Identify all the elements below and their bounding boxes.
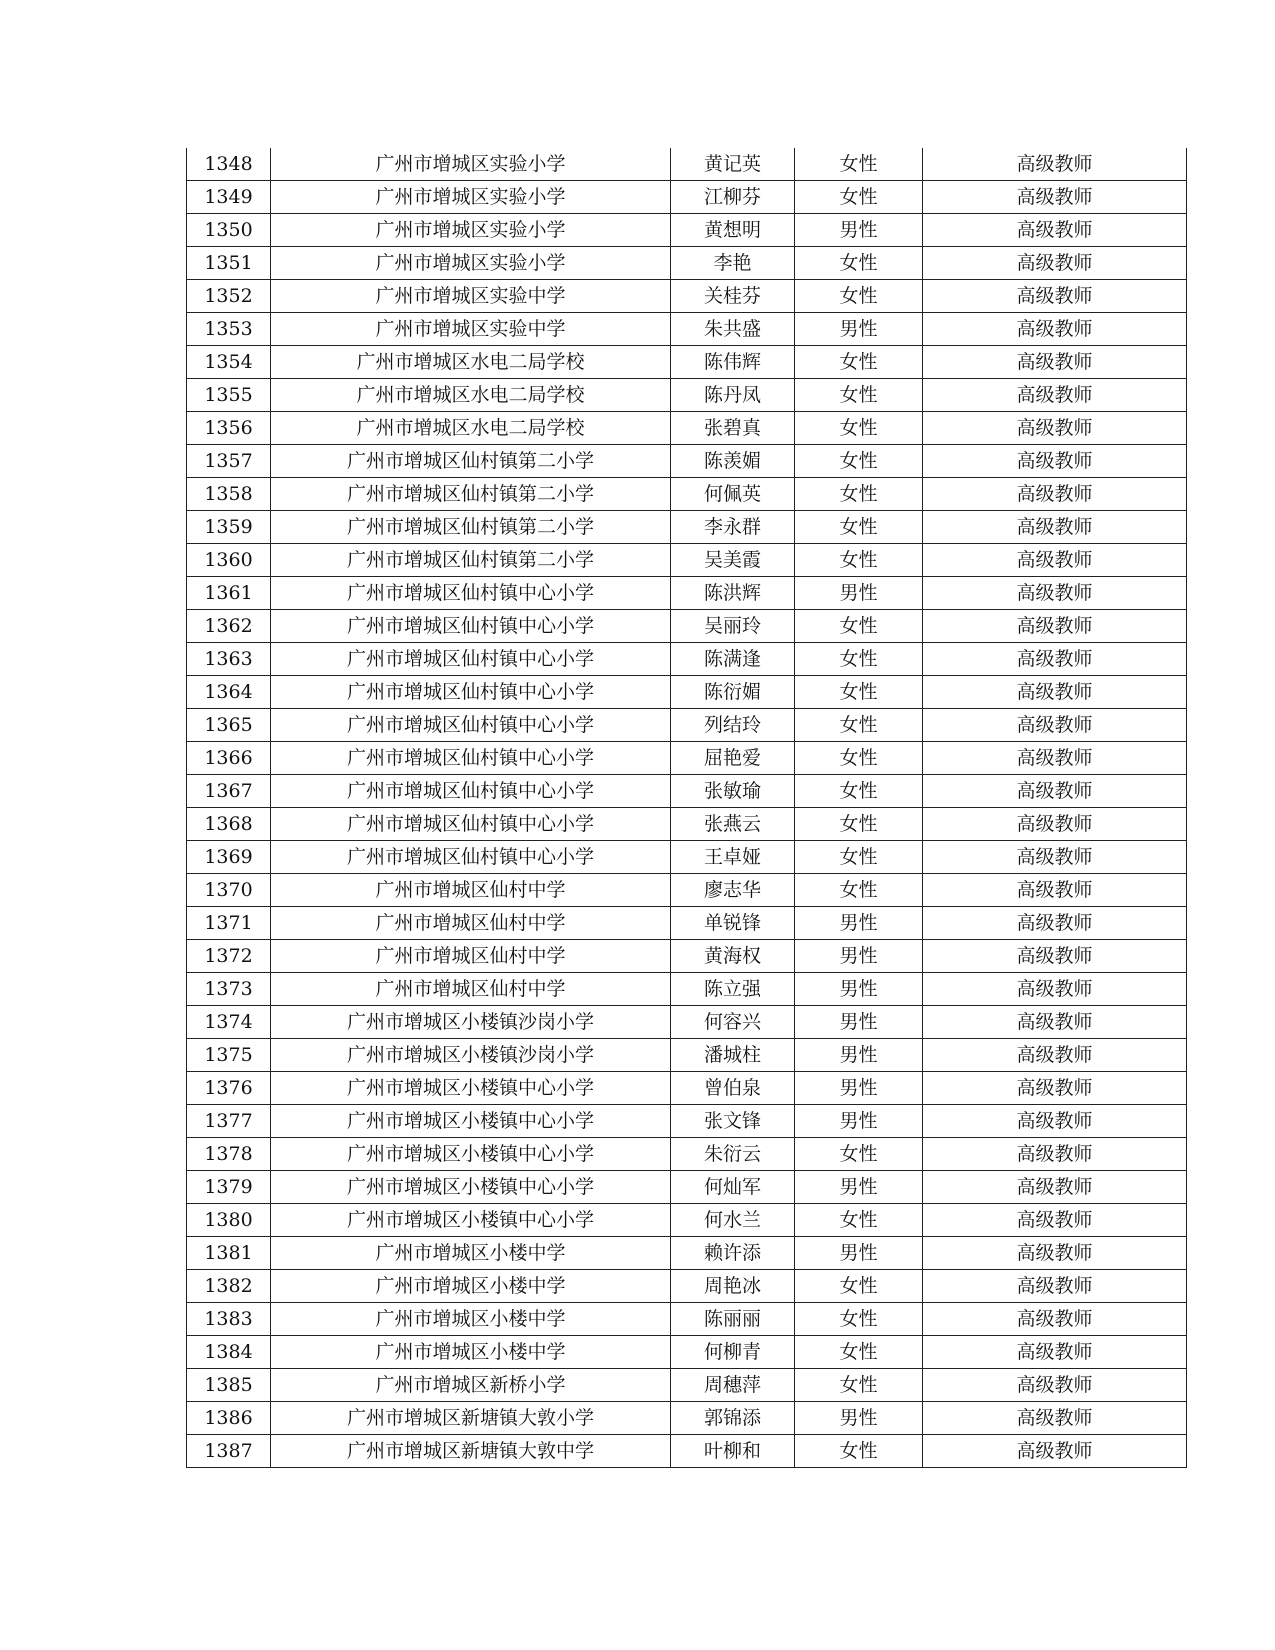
cell-serial-number: 1364 — [187, 676, 271, 709]
cell-gender: 男性 — [795, 1072, 923, 1105]
cell-title: 高级教师 — [923, 1435, 1187, 1468]
cell-title: 高级教师 — [923, 709, 1187, 742]
cell-school: 广州市增城区仙村中学 — [271, 874, 671, 907]
cell-gender: 女性 — [795, 181, 923, 214]
cell-serial-number: 1366 — [187, 742, 271, 775]
cell-school: 广州市增城区小楼镇中心小学 — [271, 1171, 671, 1204]
cell-teacher-name: 张燕云 — [671, 808, 795, 841]
cell-title: 高级教师 — [923, 346, 1187, 379]
cell-teacher-name: 陈立强 — [671, 973, 795, 1006]
cell-teacher-name: 周艳冰 — [671, 1270, 795, 1303]
cell-teacher-name: 黄记英 — [671, 148, 795, 181]
cell-school: 广州市增城区小楼中学 — [271, 1237, 671, 1270]
cell-gender: 女性 — [795, 808, 923, 841]
cell-school: 广州市增城区仙村镇中心小学 — [271, 775, 671, 808]
cell-teacher-name: 何佩英 — [671, 478, 795, 511]
cell-serial-number: 1349 — [187, 181, 271, 214]
table-row — [187, 610, 1187, 643]
cell-gender: 女性 — [795, 511, 923, 544]
table-row — [187, 214, 1187, 247]
cell-teacher-name: 潘城柱 — [671, 1039, 795, 1072]
cell-gender: 女性 — [795, 1303, 923, 1336]
cell-serial-number: 1361 — [187, 577, 271, 610]
cell-teacher-name: 赖许添 — [671, 1237, 795, 1270]
cell-gender: 男性 — [795, 1237, 923, 1270]
cell-teacher-name: 郭锦添 — [671, 1402, 795, 1435]
cell-gender: 男性 — [795, 1402, 923, 1435]
table-row — [187, 1039, 1187, 1072]
table-row — [187, 709, 1187, 742]
cell-school: 广州市增城区新塘镇大敦中学 — [271, 1435, 671, 1468]
cell-serial-number: 1360 — [187, 544, 271, 577]
cell-title: 高级教师 — [923, 676, 1187, 709]
table-row — [187, 1336, 1187, 1369]
cell-gender: 女性 — [795, 1369, 923, 1402]
cell-title: 高级教师 — [923, 1204, 1187, 1237]
cell-school: 广州市增城区仙村镇中心小学 — [271, 676, 671, 709]
cell-gender: 男性 — [795, 577, 923, 610]
cell-title: 高级教师 — [923, 511, 1187, 544]
table-row — [187, 1072, 1187, 1105]
cell-gender: 女性 — [795, 478, 923, 511]
cell-teacher-name: 朱衍云 — [671, 1138, 795, 1171]
cell-school: 广州市增城区实验小学 — [271, 214, 671, 247]
cell-gender: 女性 — [795, 1336, 923, 1369]
cell-school: 广州市增城区仙村镇第二小学 — [271, 478, 671, 511]
cell-school: 广州市增城区仙村镇中心小学 — [271, 643, 671, 676]
cell-school: 广州市增城区水电二局学校 — [271, 346, 671, 379]
cell-teacher-name: 叶柳和 — [671, 1435, 795, 1468]
cell-school: 广州市增城区小楼镇中心小学 — [271, 1138, 671, 1171]
cell-serial-number: 1386 — [187, 1402, 271, 1435]
cell-gender: 女性 — [795, 445, 923, 478]
cell-serial-number: 1353 — [187, 313, 271, 346]
table-row — [187, 1138, 1187, 1171]
table-row — [187, 1303, 1187, 1336]
cell-teacher-name: 陈洪辉 — [671, 577, 795, 610]
cell-title: 高级教师 — [923, 1270, 1187, 1303]
table-row — [187, 247, 1187, 280]
cell-title: 高级教师 — [923, 247, 1187, 280]
cell-teacher-name: 江柳芬 — [671, 181, 795, 214]
cell-school: 广州市增城区小楼镇中心小学 — [271, 1105, 671, 1138]
cell-title: 高级教师 — [923, 610, 1187, 643]
cell-gender: 女性 — [795, 1270, 923, 1303]
cell-teacher-name: 陈羡媚 — [671, 445, 795, 478]
cell-school: 广州市增城区小楼镇沙岗小学 — [271, 1039, 671, 1072]
table-row — [187, 1237, 1187, 1270]
cell-teacher-name: 王卓娅 — [671, 841, 795, 874]
cell-title: 高级教师 — [923, 181, 1187, 214]
cell-gender: 女性 — [795, 709, 923, 742]
cell-school: 广州市增城区仙村中学 — [271, 907, 671, 940]
cell-title: 高级教师 — [923, 1105, 1187, 1138]
table-row — [187, 544, 1187, 577]
table-row — [187, 1402, 1187, 1435]
teacher-roster-table — [186, 148, 1187, 1468]
table-row — [187, 1435, 1187, 1468]
cell-serial-number: 1359 — [187, 511, 271, 544]
cell-teacher-name: 黄想明 — [671, 214, 795, 247]
cell-teacher-name: 曾伯泉 — [671, 1072, 795, 1105]
cell-teacher-name: 李永群 — [671, 511, 795, 544]
cell-serial-number: 1375 — [187, 1039, 271, 1072]
cell-title: 高级教师 — [923, 478, 1187, 511]
table-row — [187, 907, 1187, 940]
cell-teacher-name: 何柳青 — [671, 1336, 795, 1369]
cell-serial-number: 1365 — [187, 709, 271, 742]
table-row — [187, 148, 1187, 181]
table-row — [187, 874, 1187, 907]
cell-title: 高级教师 — [923, 808, 1187, 841]
cell-serial-number: 1363 — [187, 643, 271, 676]
cell-teacher-name: 黄海权 — [671, 940, 795, 973]
cell-title: 高级教师 — [923, 940, 1187, 973]
cell-school: 广州市增城区仙村镇中心小学 — [271, 577, 671, 610]
cell-gender: 女性 — [795, 148, 923, 181]
cell-gender: 女性 — [795, 610, 923, 643]
cell-gender: 男性 — [795, 313, 923, 346]
cell-school: 广州市增城区新塘镇大敦小学 — [271, 1402, 671, 1435]
cell-gender: 女性 — [795, 412, 923, 445]
cell-teacher-name: 朱共盛 — [671, 313, 795, 346]
cell-school: 广州市增城区实验中学 — [271, 280, 671, 313]
cell-title: 高级教师 — [923, 412, 1187, 445]
cell-school: 广州市增城区仙村镇中心小学 — [271, 808, 671, 841]
cell-serial-number: 1378 — [187, 1138, 271, 1171]
cell-school: 广州市增城区小楼中学 — [271, 1270, 671, 1303]
cell-title: 高级教师 — [923, 577, 1187, 610]
cell-teacher-name: 何容兴 — [671, 1006, 795, 1039]
table-row — [187, 643, 1187, 676]
table-row — [187, 511, 1187, 544]
cell-title: 高级教师 — [923, 742, 1187, 775]
table-row — [187, 1105, 1187, 1138]
table-row — [187, 841, 1187, 874]
cell-teacher-name: 列结玲 — [671, 709, 795, 742]
cell-title: 高级教师 — [923, 1237, 1187, 1270]
cell-serial-number: 1383 — [187, 1303, 271, 1336]
cell-gender: 女性 — [795, 247, 923, 280]
cell-title: 高级教师 — [923, 214, 1187, 247]
cell-gender: 男性 — [795, 907, 923, 940]
cell-gender: 女性 — [795, 874, 923, 907]
cell-school: 广州市增城区小楼中学 — [271, 1303, 671, 1336]
cell-title: 高级教师 — [923, 313, 1187, 346]
cell-serial-number: 1387 — [187, 1435, 271, 1468]
cell-serial-number: 1382 — [187, 1270, 271, 1303]
cell-school: 广州市增城区实验小学 — [271, 247, 671, 280]
cell-title: 高级教师 — [923, 1039, 1187, 1072]
cell-school: 广州市增城区仙村镇第二小学 — [271, 511, 671, 544]
cell-teacher-name: 李艳 — [671, 247, 795, 280]
table-row — [187, 346, 1187, 379]
table-row — [187, 280, 1187, 313]
cell-school: 广州市增城区仙村镇第二小学 — [271, 445, 671, 478]
cell-title: 高级教师 — [923, 1072, 1187, 1105]
cell-title: 高级教师 — [923, 1006, 1187, 1039]
cell-school: 广州市增城区仙村镇中心小学 — [271, 742, 671, 775]
cell-title: 高级教师 — [923, 445, 1187, 478]
cell-serial-number: 1368 — [187, 808, 271, 841]
cell-serial-number: 1362 — [187, 610, 271, 643]
cell-title: 高级教师 — [923, 643, 1187, 676]
table-row — [187, 478, 1187, 511]
table-row — [187, 379, 1187, 412]
cell-title: 高级教师 — [923, 973, 1187, 1006]
cell-school: 广州市增城区实验小学 — [271, 181, 671, 214]
cell-gender: 男性 — [795, 973, 923, 1006]
cell-gender: 男性 — [795, 1006, 923, 1039]
cell-gender: 男性 — [795, 1039, 923, 1072]
cell-teacher-name: 张敏瑜 — [671, 775, 795, 808]
cell-serial-number: 1348 — [187, 148, 271, 181]
cell-school: 广州市增城区实验小学 — [271, 148, 671, 181]
cell-teacher-name: 屈艳爱 — [671, 742, 795, 775]
cell-serial-number: 1356 — [187, 412, 271, 445]
roster-table-body — [187, 148, 1187, 1468]
cell-gender: 女性 — [795, 1138, 923, 1171]
cell-serial-number: 1381 — [187, 1237, 271, 1270]
cell-title: 高级教师 — [923, 1171, 1187, 1204]
cell-gender: 女性 — [795, 742, 923, 775]
cell-title: 高级教师 — [923, 775, 1187, 808]
cell-teacher-name: 吴美霞 — [671, 544, 795, 577]
cell-teacher-name: 周穗萍 — [671, 1369, 795, 1402]
cell-teacher-name: 关桂芬 — [671, 280, 795, 313]
cell-serial-number: 1380 — [187, 1204, 271, 1237]
cell-school: 广州市增城区仙村镇中心小学 — [271, 841, 671, 874]
cell-school: 广州市增城区实验中学 — [271, 313, 671, 346]
cell-school: 广州市增城区小楼镇中心小学 — [271, 1204, 671, 1237]
cell-gender: 女性 — [795, 544, 923, 577]
cell-serial-number: 1376 — [187, 1072, 271, 1105]
cell-serial-number: 1351 — [187, 247, 271, 280]
table-row — [187, 1204, 1187, 1237]
cell-serial-number: 1367 — [187, 775, 271, 808]
cell-school: 广州市增城区仙村镇第二小学 — [271, 544, 671, 577]
table-row — [187, 181, 1187, 214]
table-row — [187, 1369, 1187, 1402]
table-row — [187, 742, 1187, 775]
cell-title: 高级教师 — [923, 379, 1187, 412]
cell-gender: 男性 — [795, 1105, 923, 1138]
cell-school: 广州市增城区小楼镇中心小学 — [271, 1072, 671, 1105]
cell-serial-number: 1355 — [187, 379, 271, 412]
cell-school: 广州市增城区小楼镇沙岗小学 — [271, 1006, 671, 1039]
cell-school: 广州市增城区新桥小学 — [271, 1369, 671, 1402]
table-row — [187, 940, 1187, 973]
cell-teacher-name: 陈衍媚 — [671, 676, 795, 709]
cell-title: 高级教师 — [923, 874, 1187, 907]
cell-serial-number: 1373 — [187, 973, 271, 1006]
cell-serial-number: 1354 — [187, 346, 271, 379]
cell-teacher-name: 何灿军 — [671, 1171, 795, 1204]
cell-serial-number: 1358 — [187, 478, 271, 511]
cell-gender: 女性 — [795, 379, 923, 412]
cell-gender: 男性 — [795, 940, 923, 973]
table-row — [187, 775, 1187, 808]
cell-school: 广州市增城区水电二局学校 — [271, 412, 671, 445]
cell-teacher-name: 陈丹凤 — [671, 379, 795, 412]
cell-title: 高级教师 — [923, 544, 1187, 577]
cell-title: 高级教师 — [923, 1369, 1187, 1402]
table-row — [187, 313, 1187, 346]
cell-school: 广州市增城区水电二局学校 — [271, 379, 671, 412]
cell-teacher-name: 何水兰 — [671, 1204, 795, 1237]
cell-gender: 男性 — [795, 214, 923, 247]
cell-gender: 女性 — [795, 775, 923, 808]
cell-serial-number: 1350 — [187, 214, 271, 247]
cell-title: 高级教师 — [923, 907, 1187, 940]
cell-teacher-name: 陈满逢 — [671, 643, 795, 676]
cell-gender: 女性 — [795, 643, 923, 676]
cell-teacher-name: 吴丽玲 — [671, 610, 795, 643]
cell-serial-number: 1372 — [187, 940, 271, 973]
table-row — [187, 445, 1187, 478]
cell-teacher-name: 陈伟辉 — [671, 346, 795, 379]
table-row — [187, 676, 1187, 709]
table-row — [187, 1270, 1187, 1303]
table-row — [187, 1006, 1187, 1039]
cell-title: 高级教师 — [923, 1402, 1187, 1435]
cell-gender: 男性 — [795, 1171, 923, 1204]
table-row — [187, 1171, 1187, 1204]
cell-teacher-name: 张文锋 — [671, 1105, 795, 1138]
cell-serial-number: 1379 — [187, 1171, 271, 1204]
cell-title: 高级教师 — [923, 280, 1187, 313]
cell-school: 广州市增城区仙村镇中心小学 — [271, 610, 671, 643]
cell-title: 高级教师 — [923, 1138, 1187, 1171]
cell-school: 广州市增城区仙村中学 — [271, 940, 671, 973]
cell-serial-number: 1352 — [187, 280, 271, 313]
cell-serial-number: 1385 — [187, 1369, 271, 1402]
table-row — [187, 808, 1187, 841]
cell-title: 高级教师 — [923, 1336, 1187, 1369]
cell-school: 广州市增城区仙村镇中心小学 — [271, 709, 671, 742]
cell-serial-number: 1374 — [187, 1006, 271, 1039]
cell-teacher-name: 廖志华 — [671, 874, 795, 907]
cell-title: 高级教师 — [923, 148, 1187, 181]
cell-title: 高级教师 — [923, 841, 1187, 874]
table-row — [187, 412, 1187, 445]
cell-serial-number: 1384 — [187, 1336, 271, 1369]
cell-teacher-name: 张碧真 — [671, 412, 795, 445]
cell-gender: 女性 — [795, 346, 923, 379]
cell-serial-number: 1357 — [187, 445, 271, 478]
table-row — [187, 973, 1187, 1006]
cell-gender: 女性 — [795, 1435, 923, 1468]
cell-school: 广州市增城区仙村中学 — [271, 973, 671, 1006]
cell-gender: 女性 — [795, 1204, 923, 1237]
cell-school: 广州市增城区小楼中学 — [271, 1336, 671, 1369]
cell-gender: 女性 — [795, 676, 923, 709]
table-row — [187, 577, 1187, 610]
cell-title: 高级教师 — [923, 1303, 1187, 1336]
cell-gender: 女性 — [795, 280, 923, 313]
cell-gender: 女性 — [795, 841, 923, 874]
cell-teacher-name: 陈丽丽 — [671, 1303, 795, 1336]
cell-serial-number: 1370 — [187, 874, 271, 907]
cell-serial-number: 1371 — [187, 907, 271, 940]
cell-serial-number: 1369 — [187, 841, 271, 874]
cell-serial-number: 1377 — [187, 1105, 271, 1138]
cell-teacher-name: 单锐锋 — [671, 907, 795, 940]
